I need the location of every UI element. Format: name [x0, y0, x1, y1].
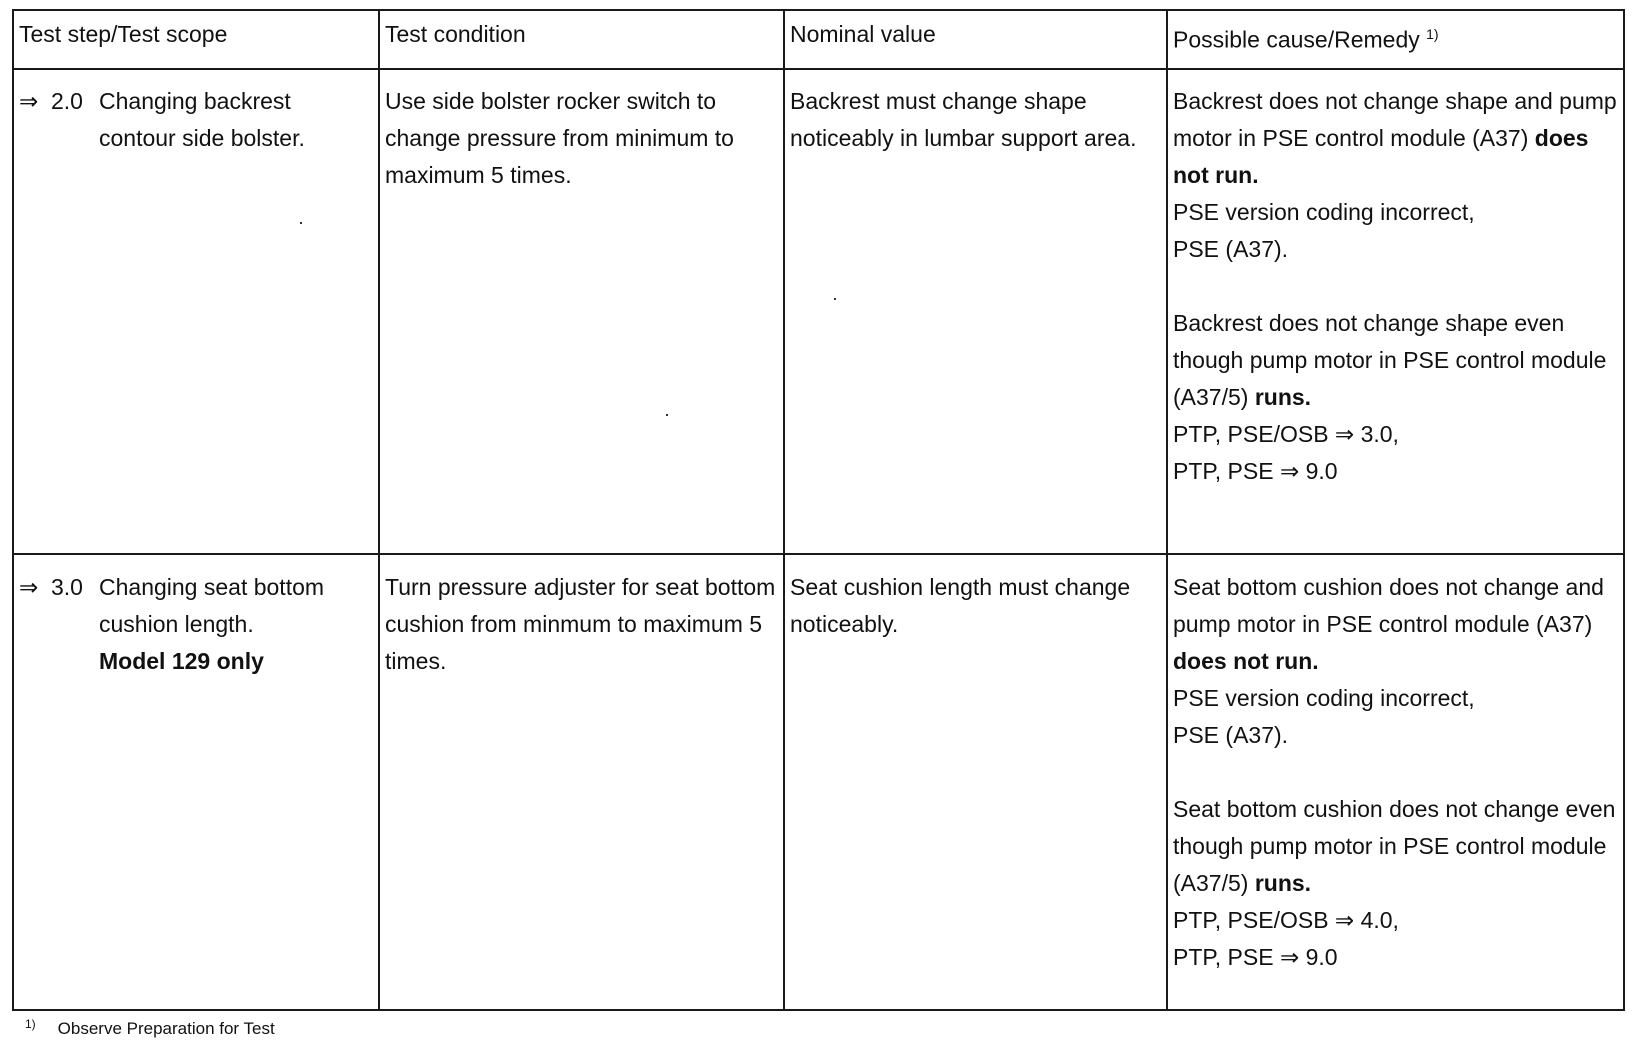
- cause-cell: [1167, 554, 1624, 1010]
- remedy-reference: PTP, PSE ⇒ 9.0: [1173, 944, 1338, 970]
- step-text: Changing seat bottom cushion length.: [99, 574, 325, 637]
- cause-b-bold: runs.: [1254, 870, 1312, 896]
- step-number: 2.0: [51, 88, 83, 114]
- step-cell: [13, 554, 379, 1010]
- scan-speck: [300, 222, 302, 224]
- footnote-text: Observe Preparation for Test: [57, 1019, 275, 1038]
- condition-cell: Use side bolster rocker switch to change pressure from minimum to maximum 5 times.: [379, 69, 784, 554]
- step-number: 3.0: [51, 574, 83, 600]
- cause-a-bold: does not run.: [1173, 648, 1319, 674]
- header-cause-footnote-marker: 1): [1426, 26, 1439, 42]
- header-cause-label: Possible cause/Remedy: [1173, 26, 1420, 53]
- nominal-cell: Backrest must change shape noticeably in lumbar support area.: [784, 69, 1167, 554]
- cause-block-b: [1173, 305, 1617, 416]
- table-row: [13, 554, 1624, 1010]
- cause-a-line3: PSE (A37).: [1173, 722, 1289, 748]
- nominal-cell: Seat cushion length must change noticeably.: [784, 554, 1167, 1010]
- cause-a-line2: PSE version coding incorrect,: [1173, 199, 1475, 225]
- header-condition: Test condition: [379, 10, 784, 69]
- cause-cell: [1167, 69, 1624, 554]
- remedy-reference: PTP, PSE/OSB ⇒ 4.0,: [1173, 907, 1399, 933]
- cause-block-a: [1173, 83, 1617, 194]
- cause-a-text: Backrest does not change shape and pump motor in PSE control module (A37): [1173, 88, 1617, 151]
- cause-block-a: [1173, 569, 1617, 680]
- step-model-note: Model 129 only: [99, 648, 264, 674]
- header-cause: [1167, 10, 1624, 69]
- remedy-reference: PTP, PSE/OSB ⇒ 3.0,: [1173, 421, 1399, 447]
- footnote: [25, 1014, 275, 1039]
- scan-speck: [834, 298, 836, 300]
- cause-a-line2: PSE version coding incorrect,: [1173, 685, 1475, 711]
- table-row: [13, 69, 1624, 554]
- header-step: Test step/Test scope: [13, 10, 379, 69]
- table-header-row: [13, 10, 1624, 69]
- step-arrow: ⇒: [19, 88, 39, 114]
- cause-b-text: Seat bottom cushion does not change even though pump motor in PSE control module (A37/5): [1173, 796, 1616, 896]
- test-table: [12, 9, 1625, 1011]
- footnote-marker: 1): [25, 1017, 36, 1031]
- cause-b-text: Backrest does not change shape even though pump motor in PSE control module (A37/5): [1173, 310, 1607, 410]
- cause-a-line3: PSE (A37).: [1173, 236, 1289, 262]
- cause-a-text: Seat bottom cushion does not change and pump motor in PSE control module (A37): [1173, 574, 1604, 637]
- header-nominal: Nominal value: [784, 10, 1167, 69]
- scan-speck: [666, 414, 668, 416]
- cause-b-bold: runs.: [1254, 384, 1312, 410]
- condition-cell: Turn pressure adjuster for seat bottom cushion from minmum to maximum 5 times.: [379, 554, 784, 1010]
- step-cell: [13, 69, 379, 554]
- cause-a-bold: does not run.: [1173, 125, 1589, 188]
- step-arrow: ⇒: [19, 574, 39, 600]
- remedy-reference: PTP, PSE ⇒ 9.0: [1173, 458, 1338, 484]
- cause-block-b: [1173, 791, 1617, 902]
- step-text: Changing backrest contour side bolster.: [99, 88, 305, 151]
